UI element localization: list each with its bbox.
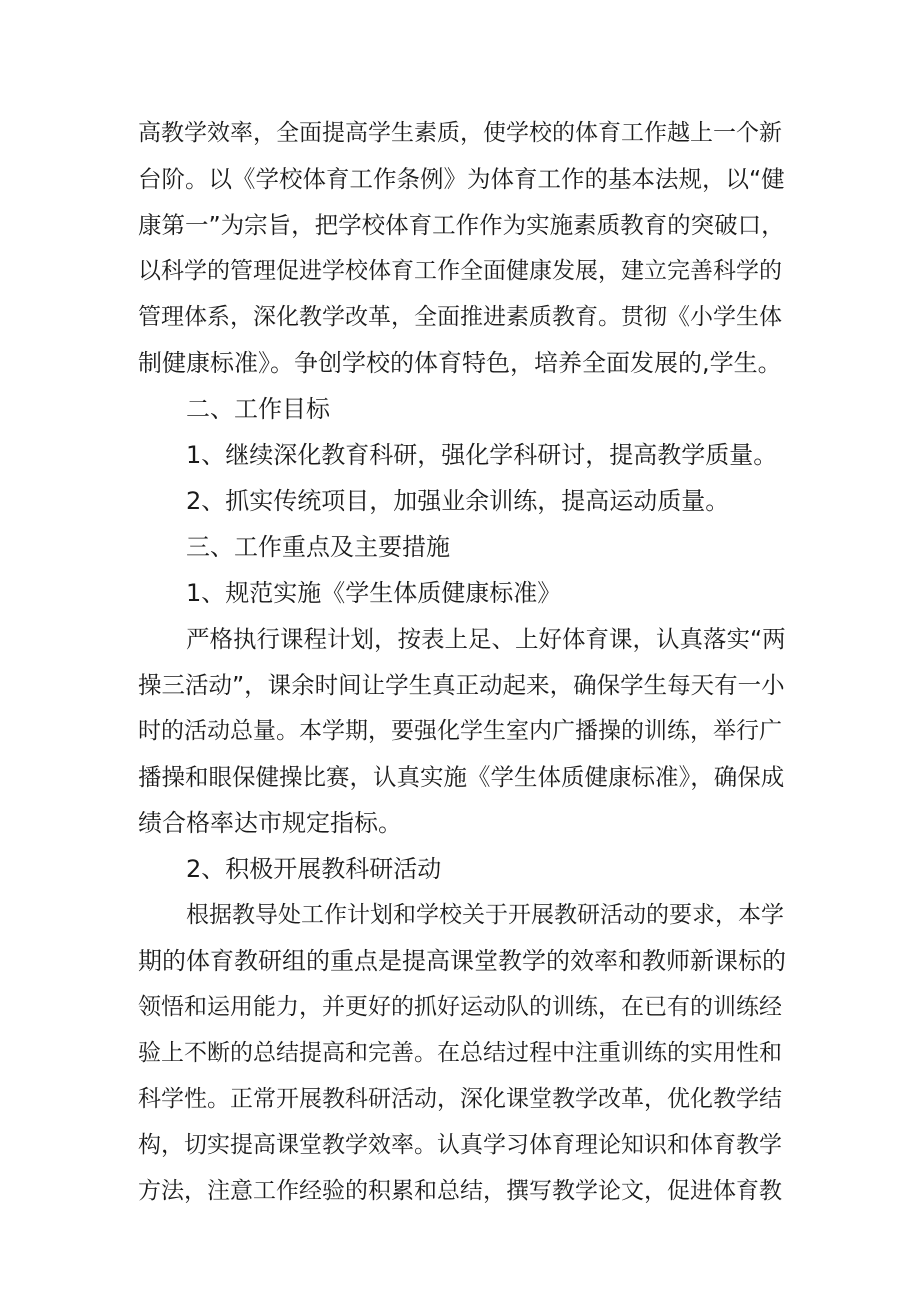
text-line: 构，切实提高课堂教学效率。认真学习体育理论知识和体育教学 [138, 1132, 782, 1158]
text-line: 严格执行课程计划，按表上足、上好体育课，认真落实“两 [186, 625, 786, 653]
section-heading: 三、工作重点及主要措施 [186, 533, 450, 561]
text-line: 领悟和运用能力，并更好的抓好运动队的训练，在已有的训练经 [138, 994, 782, 1020]
text-line: 验上不断的总结提高和完善。在总结过程中注重训练的实用性和 [138, 1040, 782, 1066]
text-line: 期的体育教研组的重点是提高课堂教学的效率和教师新课标的 [138, 947, 786, 975]
document-body [138, 110, 788, 1214]
subsection-heading: 1、规范实施《学生体质健康标准》 [186, 579, 562, 607]
text-line: 管理体系，深化教学改革，全面推进素质教育。贯彻《小学生体 [138, 304, 782, 330]
text-line: 科学性。正常开展教科研活动，深化课堂教学改革，优化教学结 [138, 1086, 782, 1112]
text-line: 时的活动总量。本学期，要强化学生室内广播操的训练，举行广 [138, 718, 782, 744]
text-line: 高教学效率，全面提高学生素质，使学校的体育工作越上一个新 [138, 120, 782, 146]
text-line: 播操和眼保健操比赛，认真实施《学生体质健康标准》，确保成 [138, 763, 785, 791]
subsection-heading: 2、积极开展教科研活动 [186, 855, 442, 883]
text-line: 以科学的管理促进学校体育工作全面健康发展，建立完善科学的 [138, 258, 782, 284]
text-line: 根据教导处工作计划和学校关于开展教研活动的要求，本学 [186, 902, 784, 928]
text-line: 康第一”为宗旨，把学校体育工作作为实施素质教育的突破口， [138, 211, 785, 239]
text-line: 台阶。以《学校体育工作条例》为体育工作的基本法规，以“健 [138, 165, 785, 193]
text-line: 方法，注意工作经验的积累和总结，撰写教学论文，促进体育教 [138, 1178, 782, 1204]
text-line: 制健康标准》。争创学校的体育特色，培养全面发展的,学生。 [138, 349, 782, 377]
section-heading: 二、工作目标 [186, 395, 330, 423]
text-line: 绩合格率达市规定指标。 [138, 809, 402, 837]
text-line: 操三活动”，课余时间让学生真正动起来，确保学生每天有一小 [138, 671, 785, 699]
list-item: 1、继续深化教育科研，强化学科研讨，提高教学质量。 [186, 441, 778, 469]
list-item: 2、抓实传统项目，加强业余训练，提高运动质量。 [186, 487, 730, 515]
